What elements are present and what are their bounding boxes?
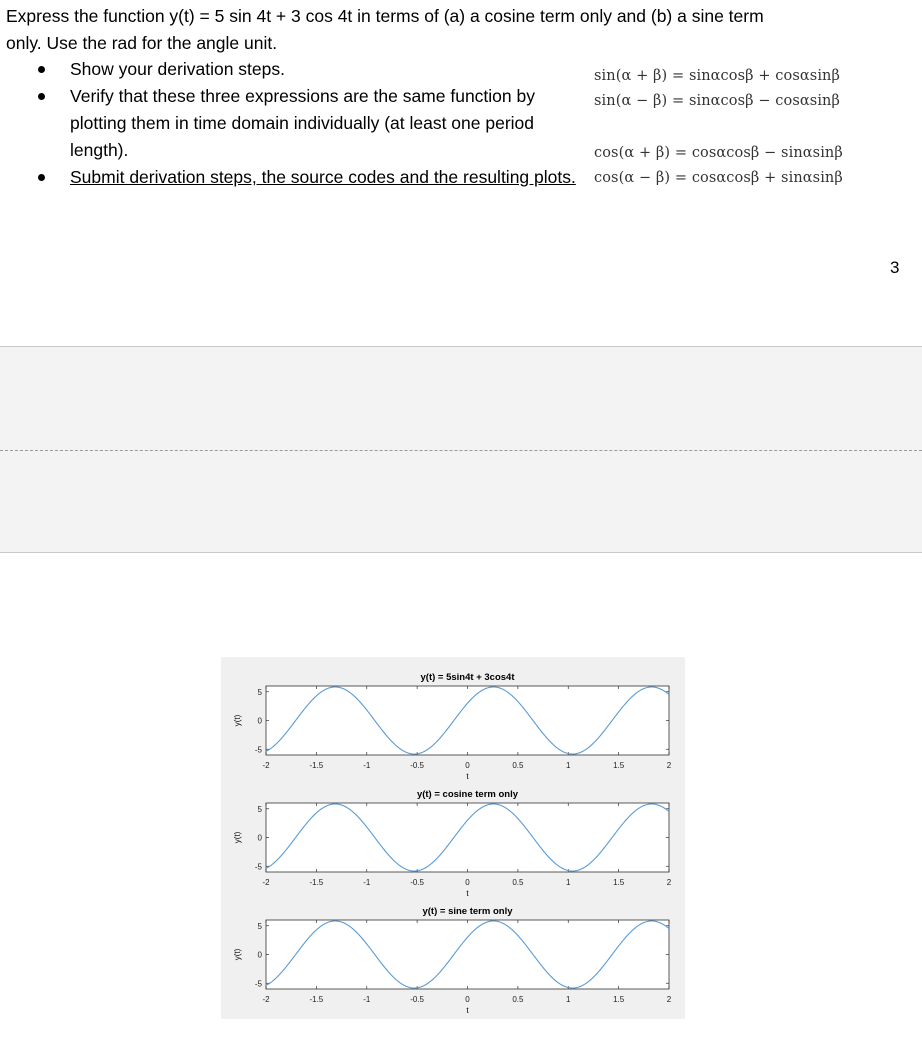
x-tick-label: -1.5 xyxy=(309,878,324,887)
x-tick-label: 0.5 xyxy=(512,878,524,887)
problem-intro-line2: only. Use the rad for the angle unit. xyxy=(6,33,278,53)
x-tick-label: -0.5 xyxy=(410,761,425,770)
x-tick-label: 0.5 xyxy=(512,995,524,1004)
identity-sin-diff: sin(α − β) = sinαcosβ − cosαsinβ xyxy=(594,93,840,109)
requirement-verify-plot: Verify that these three expressions are the same function by plotting them in time domain individually (at least one period length). xyxy=(36,83,576,164)
y-tick-label: 5 xyxy=(257,804,262,814)
plot-figure xyxy=(221,657,685,1019)
x-axis-label: t xyxy=(466,772,469,781)
x-tick-label: 1 xyxy=(566,761,571,770)
subplot-3 xyxy=(233,906,672,1015)
x-tick-label: -1 xyxy=(363,761,371,770)
y-tick-label: 0 xyxy=(257,716,262,726)
plot-axes-box xyxy=(266,920,669,989)
x-tick-label: -1.5 xyxy=(309,995,324,1004)
x-tick-label: 1 xyxy=(566,878,571,887)
x-tick-label: 1.5 xyxy=(613,761,625,770)
x-tick-label: 0 xyxy=(465,761,470,770)
problem-statement xyxy=(6,3,906,57)
plot-axes-box xyxy=(266,686,669,755)
y-axis-label: y(t) xyxy=(233,831,242,844)
x-tick-label: 1.5 xyxy=(613,878,625,887)
identity-cos-diff: cos(α − β) = cosαcosβ + sinαsinβ xyxy=(594,170,843,186)
x-tick-label: 0 xyxy=(465,878,470,887)
subplot-2 xyxy=(233,789,672,898)
y-tick-label: 0 xyxy=(257,950,262,960)
y-tick-label: 0 xyxy=(257,833,262,843)
x-tick-label: 1.5 xyxy=(613,995,625,1004)
x-tick-label: -2 xyxy=(262,995,270,1004)
y-axis-label: y(t) xyxy=(233,714,242,727)
x-tick-label: 0.5 xyxy=(512,761,524,770)
x-tick-label: 1 xyxy=(566,995,571,1004)
subplot-1 xyxy=(233,672,672,781)
requirements-list xyxy=(36,56,576,191)
x-tick-label: 2 xyxy=(666,761,672,770)
x-tick-label: -2 xyxy=(262,761,270,770)
problem-intro-line1: Express the function y(t) = 5 sin 4t + 3 cos 4t in terms of (a) a cosine term only and (b) a sine term xyxy=(6,6,764,26)
y-tick-label: -5 xyxy=(254,862,262,872)
x-axis-label: t xyxy=(466,1006,469,1015)
x-tick-label: 2 xyxy=(666,878,672,887)
identity-cos-sum: cos(α + β) = cosαcosβ − sinαsinβ xyxy=(594,145,843,161)
x-tick-label: -2 xyxy=(262,878,270,887)
y-tick-label: -5 xyxy=(254,979,262,989)
y-tick-label: -5 xyxy=(254,745,262,755)
y-tick-label: 5 xyxy=(257,687,262,697)
x-tick-label: -1 xyxy=(363,995,371,1004)
x-tick-label: -1.5 xyxy=(309,761,324,770)
plot-axes-box xyxy=(266,803,669,872)
y-tick-label: 5 xyxy=(257,921,262,931)
x-axis-label: t xyxy=(466,889,469,898)
x-tick-label: 0 xyxy=(465,995,470,1004)
x-tick-label: -0.5 xyxy=(410,995,425,1004)
requirement-submit: Submit derivation steps, the source codes and the resulting plots. xyxy=(36,164,576,191)
x-tick-label: 2 xyxy=(666,995,672,1004)
y-axis-label: y(t) xyxy=(233,948,242,961)
plot-title: y(t) = sine term only xyxy=(422,906,513,917)
plot-title: y(t) = cosine term only xyxy=(416,789,519,800)
x-tick-label: -0.5 xyxy=(410,878,425,887)
plot-title: y(t) = 5sin4t + 3cos4t xyxy=(420,672,515,683)
requirement-derivation: Show your derivation steps. xyxy=(36,56,576,83)
plot-canvas xyxy=(221,657,685,1019)
identity-sin-sum: sin(α + β) = sinαcosβ + cosαsinβ xyxy=(594,68,840,84)
x-tick-label: -1 xyxy=(363,878,371,887)
dashed-divider xyxy=(0,450,922,451)
page-number: 3 xyxy=(890,258,900,277)
